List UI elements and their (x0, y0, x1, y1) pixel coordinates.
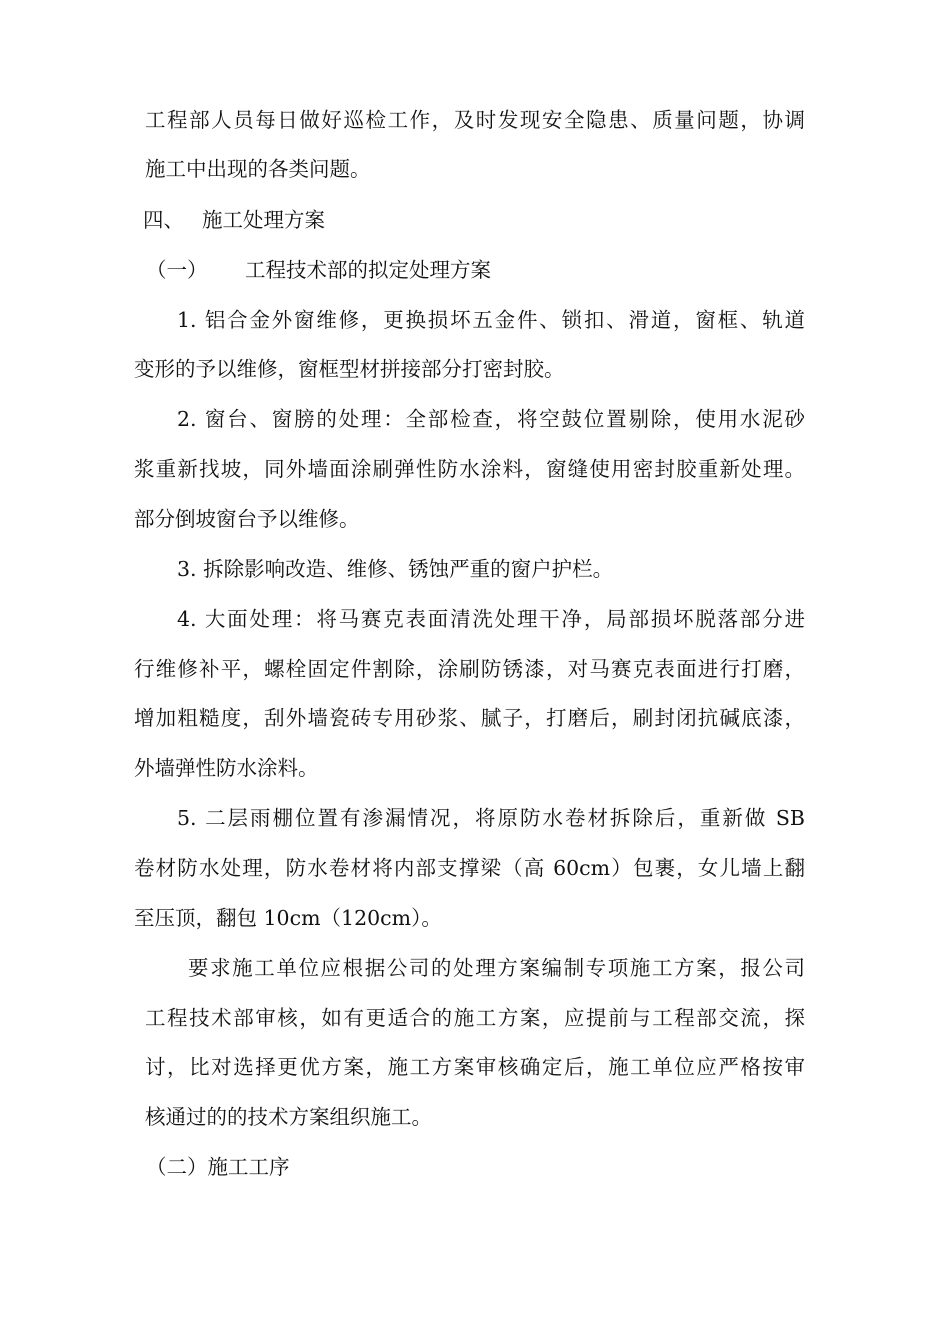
subsection-one-title: 工程技术部的拟定处理方案 (245, 258, 491, 282)
item-3-line-1: 3. 拆除影响改造、维修、锈蚀严重的窗户护栏。 (177, 557, 614, 581)
item-5-line-3: 至压顶，翻包 10cm（120cm）。 (134, 906, 442, 930)
item-2-line-3: 部分倒坡窗台予以维修。 (134, 507, 360, 531)
item-1-line-2: 变形的予以维修，窗框型材拼接部分打密封胶。 (134, 357, 565, 381)
item-4-line-4: 外墙弹性防水涂料。 (134, 756, 319, 780)
requirement-line-4: 核通过的的技术方案组织施工。 (145, 1105, 432, 1129)
intro-line-1: 工程部人员每日做好巡检工作，及时发现安全隐患、质量问题，协调 (145, 108, 805, 132)
subsection-one-number: （一） (146, 258, 208, 282)
item-4-line-1: 4. 大面处理：将马赛克表面清洗处理干净，局部损坏脱落部分进 (177, 607, 805, 631)
item-1-line-1: 1. 铝合金外窗维修，更换损坏五金件、锁扣、滑道，窗框、轨道 (177, 308, 805, 332)
subsection-two-title: （二）施工工序 (146, 1155, 290, 1179)
item-4-line-3: 增加粗糙度，刮外墙瓷砖专用砂浆、腻子，打磨后，刷封闭抗碱底漆， (134, 706, 805, 730)
requirement-line-2: 工程技术部审核，如有更适合的施工方案，应提前与工程部交流，探 (145, 1006, 805, 1030)
item-5-line-2: 卷材防水处理，防水卷材将内部支撑梁（高 60cm）包裹，女儿墙上翻 (134, 856, 805, 880)
requirement-line-1: 要求施工单位应根据公司的处理方案编制专项施工方案，报公司 (188, 956, 805, 980)
item-2-line-2: 浆重新找坡，同外墙面涂刷弹性防水涂料，窗缝使用密封胶重新处理。 (134, 457, 805, 481)
item-5-line-1: 5. 二层雨棚位置有渗漏情况，将原防水卷材拆除后，重新做 SB (177, 806, 805, 830)
intro-line-2: 施工中出现的各类问题。 (145, 157, 371, 181)
requirement-line-3: 讨，比对选择更优方案，施工方案审核确定后，施工单位应严格按审 (145, 1055, 805, 1079)
item-4-line-2: 行维修补平，螺栓固定件割除，涂刷防锈漆，对马赛克表面进行打磨， (134, 657, 805, 681)
section-four-number: 四、 (143, 208, 184, 232)
item-2-line-1: 2. 窗台、窗膀的处理：全部检查，将空鼓位置剔除，使用水泥砂 (177, 407, 805, 431)
section-four-title: 施工处理方案 (202, 208, 325, 232)
